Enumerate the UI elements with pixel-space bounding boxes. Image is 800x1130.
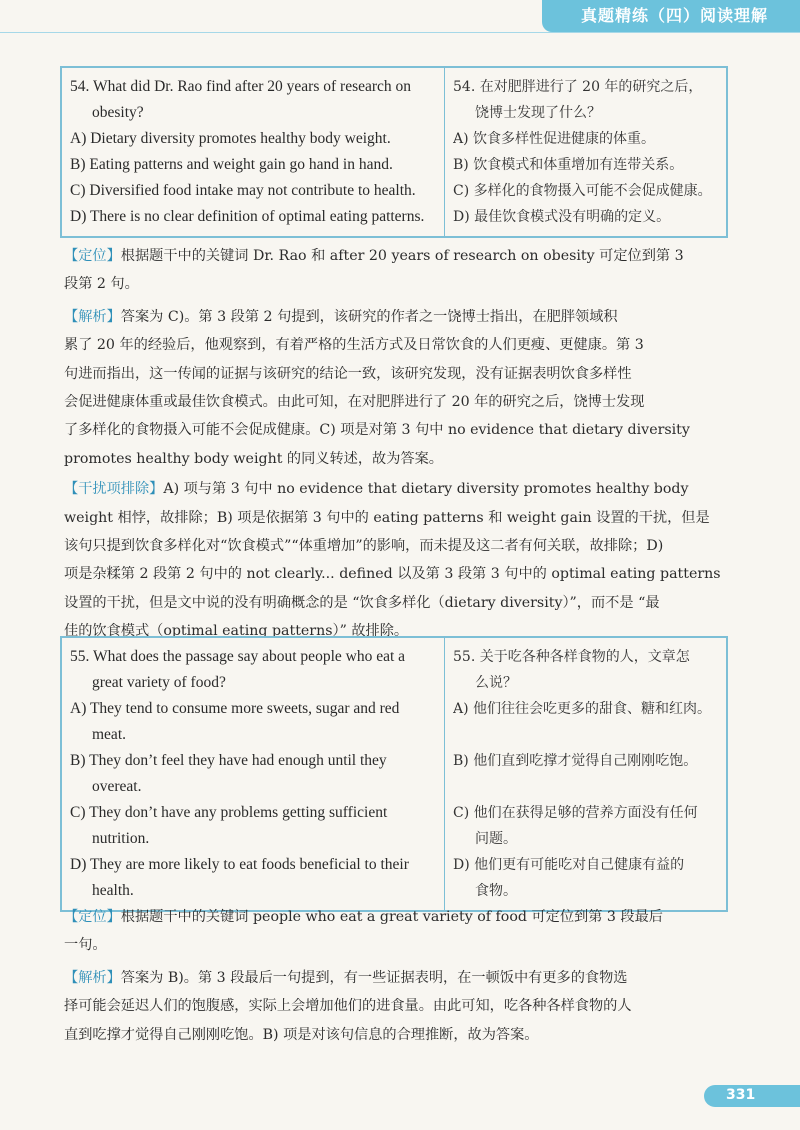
distract-54-line-6: 佳的饮食模式（optimal eating patterns）” 故排除。 xyxy=(64,623,409,640)
chapter-title: 真题精练（四）阅读理解 xyxy=(580,6,768,25)
q55-zh-option-b: B) 他们直到吃撑才觉得自己刚刚吃饱。 xyxy=(453,753,698,769)
distract-54-line-5: 设置的干扰，但是文中说的没有明确概念的是 “饮食多样化（dietary diversity）”，而不是 “最 xyxy=(64,594,660,611)
q54-en-stem-1: 54. What did Dr. Rao find after 20 years of research on xyxy=(70,78,412,95)
distract-54-line-2: weight 相悖，故排除；B) 项是依据第 3 句中的 eating patterns 和 weight gain 设置的干扰，但是 xyxy=(64,509,710,526)
q55-en-option-b: B) They don’t feel they have had enough until they xyxy=(70,752,387,769)
q55-en-option-d-cont: health. xyxy=(92,882,134,899)
q55-zh-spacer-a xyxy=(453,722,718,748)
q55-zh-stem-2: 么说？ xyxy=(475,675,517,691)
q54-zh-option-c: C) 多样化的食物摄入可能不会促成健康。 xyxy=(453,183,712,199)
locate-54-line-2: 段第 2 句。 xyxy=(64,276,139,293)
q54-zh-stem-2: 饶博士发现了什么？ xyxy=(475,105,601,121)
explain-tag: 【解析】 xyxy=(64,308,121,325)
distract-54-line-1: 【干扰项排除】A) 项与第 3 句中 no evidence that dietary diversity promotes healthy body xyxy=(64,481,689,498)
q55-en-option-c-cont: nutrition. xyxy=(92,830,150,847)
q55-en-option-b-cont: overeat. xyxy=(92,778,142,795)
q55-en-stem-1: 55. What does the passage say about people who eat a xyxy=(70,648,406,665)
q55-en-option-a-cont: meat. xyxy=(92,726,126,743)
q54-zh-option-a: A) 饮食多样性促进健康的体重。 xyxy=(453,131,656,147)
locate-55-line-2: 一句。 xyxy=(64,937,107,954)
locate-tag: 【定位】 xyxy=(64,248,121,264)
explain-54-line-3: 句进而指出，这一传闻的证据与该研究的结论一致，该研究发现，没有证据表明饮食多样性 xyxy=(64,365,632,382)
locate-55-line-1: 【定位】根据题干中的关键词 people who eat a great variety of food 可定位到第 3 段最后 xyxy=(64,909,663,925)
q54-en-option-a: A) Dietary diversity promotes healthy body weight. xyxy=(70,130,391,147)
explain-54-line-2: 累了 20 年的经验后，他观察到，有着严格的生活方式及日常饮食的人们更瘦、更健康。第 3 xyxy=(64,337,644,354)
q55-en-option-c: C) They don’t have any problems getting sufficient xyxy=(70,804,388,821)
question-54-english xyxy=(61,67,445,237)
analysis-55 xyxy=(64,903,730,1049)
q55-en-option-d: D) They are more likely to eat foods beneficial to their xyxy=(70,856,409,873)
q55-en-stem-2: great variety of food? xyxy=(92,674,226,691)
q55-zh-spacer-b xyxy=(453,774,718,800)
header-rule xyxy=(0,32,800,33)
chapter-header-tab xyxy=(542,0,800,32)
question-55-chinese xyxy=(445,637,728,911)
explain-54-line-6: promotes healthy body weight 的同义转述，故为答案。 xyxy=(64,450,443,467)
page-number-tab xyxy=(704,1085,800,1107)
q54-en-option-c: C) Diversified food intake may not contribute to health. xyxy=(70,182,416,199)
distract-54-line-3: 该句只提到饮食多样化对“饮食模式”“体重增加”的影响，而未提及这二者有何关联，故排除；D) xyxy=(64,537,664,554)
q54-en-stem-2: obesity? xyxy=(92,104,144,121)
locate-tag: 【定位】 xyxy=(64,909,121,925)
explain-54-line-5: 了多样化的食物摄入可能不会促成健康。C) 项是对第 3 句中 no evidence that dietary diversity xyxy=(64,422,690,439)
q55-zh-option-d-cont: 食物。 xyxy=(475,883,517,899)
explain-55-line-2: 择可能会延迟人们的饱腹感，实际上会增加他们的进食量。由此可知，吃各种各样食物的人 xyxy=(64,998,632,1015)
explain-54-line-1: 【解析】答案为 C)。第 3 段第 2 句提到，该研究的作者之一饶博士指出，在肥胖领域积 xyxy=(64,308,618,325)
q55-zh-option-a: A) 他们往往会吃更多的甜食、糖和红肉。 xyxy=(453,701,712,717)
q55-en-option-a: A) They tend to consume more sweets, sugar and red xyxy=(70,700,400,717)
explain-55-line-3: 直到吃撑才觉得自己刚刚吃饱。B) 项是对该句信息的合理推断，故为答案。 xyxy=(64,1026,539,1043)
q54-en-option-d: D) There is no clear definition of optimal eating patterns. xyxy=(70,208,425,225)
q54-en-option-b: B) Eating patterns and weight gain go hand in hand. xyxy=(70,156,393,173)
q54-zh-stem-1: 54. 在对肥胖进行了 20 年的研究之后， xyxy=(453,79,703,95)
question-54-table xyxy=(60,66,728,238)
q54-zh-option-d: D) 最佳饮食模式没有明确的定义。 xyxy=(453,209,671,225)
distract-tag: 【干扰项排除】 xyxy=(64,481,164,498)
question-55-english xyxy=(61,637,445,911)
locate-54-line-1: 【定位】根据题干中的关键词 Dr. Rao 和 after 20 years of research on obesity 可定位到第 3 xyxy=(64,248,684,264)
q54-zh-option-b: B) 饮食模式和体重增加有连带关系。 xyxy=(453,157,684,173)
q55-zh-option-c-cont: 问题。 xyxy=(475,831,517,847)
question-55-table xyxy=(60,636,728,912)
q55-zh-option-c: C) 他们在获得足够的营养方面没有任何 xyxy=(453,805,698,821)
explain-55-line-1: 【解析】答案为 B)。第 3 段最后一句提到，有一些证据表明，在一顿饭中有更多的食物选 xyxy=(64,969,628,986)
q55-zh-option-d: D) 他们更有可能吃对自己健康有益的 xyxy=(453,857,685,873)
question-54-chinese xyxy=(445,67,728,237)
explain-54-line-4: 会促进健康体重或最佳饮食模式。由此可知，在对肥胖进行了 20 年的研究之后，饶博士发现 xyxy=(64,393,645,410)
page-number: 331 xyxy=(726,1087,756,1103)
distract-54-line-4: 项是杂糅第 2 段第 2 句中的 not clearly... defined 以及第 3 段第 3 句中的 optimal eating patterns xyxy=(64,566,721,583)
q55-zh-stem-1: 55. 关于吃各种各样食物的人，文章怎 xyxy=(453,649,690,665)
explain-tag: 【解析】 xyxy=(64,969,121,986)
analysis-54 xyxy=(64,242,730,645)
